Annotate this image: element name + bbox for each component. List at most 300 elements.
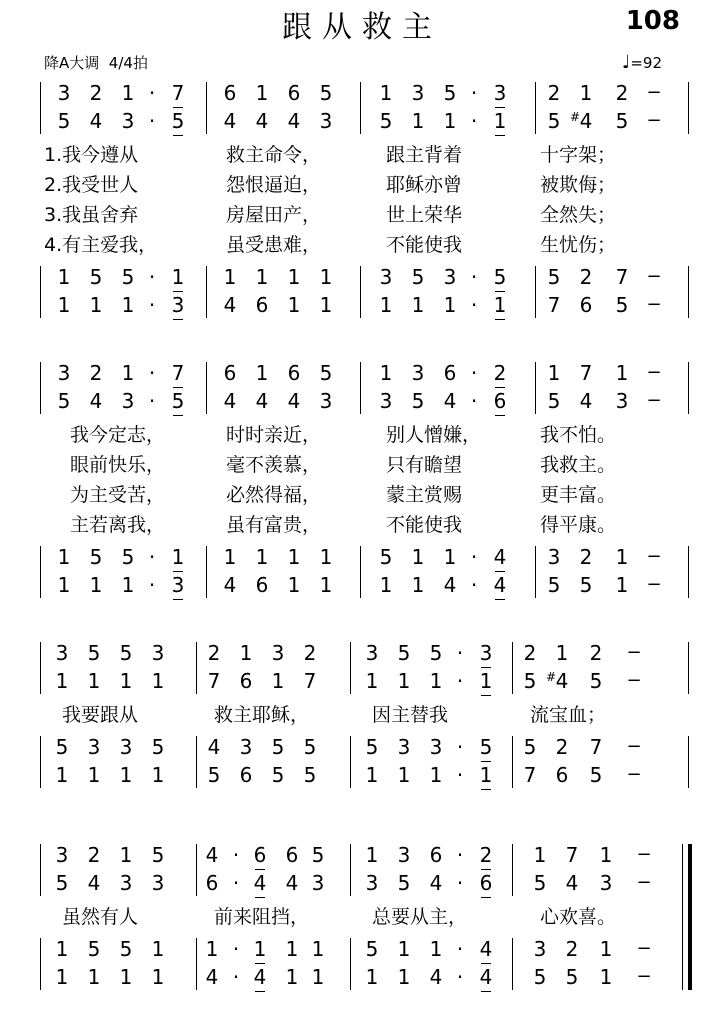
- note: 1: [411, 573, 425, 597]
- note: 3: [397, 843, 411, 867]
- note: 5: [379, 109, 393, 133]
- note: 1: [223, 265, 237, 289]
- note: 1: [223, 545, 237, 569]
- note: 1: [57, 545, 71, 569]
- note: 2: [488, 362, 512, 384]
- underline-eighth: [481, 991, 491, 993]
- note: 1: [121, 293, 135, 317]
- note: 6: [488, 390, 512, 412]
- extension-dash: −: [636, 872, 652, 893]
- note: 7: [166, 362, 190, 384]
- note: 5: [397, 641, 411, 665]
- note: 3: [411, 81, 425, 105]
- note: 4: [287, 109, 301, 133]
- lyric-phrase: 被欺侮；: [540, 174, 617, 196]
- note: 7: [589, 735, 603, 759]
- note: 4: [87, 871, 101, 895]
- note: 4: [223, 109, 237, 133]
- lyric-phrase: 全然失；: [540, 204, 617, 226]
- note: 1: [57, 573, 71, 597]
- dot-symbol: ·: [232, 871, 240, 895]
- note: 1: [397, 965, 411, 989]
- note: 3: [365, 641, 379, 665]
- note: 3: [311, 871, 325, 895]
- lyric-phrase: 心欢喜。: [540, 906, 617, 928]
- note: 3: [57, 81, 71, 105]
- note: 4: [565, 871, 579, 895]
- note: 6: [205, 871, 219, 895]
- extension-dash: −: [646, 110, 662, 131]
- upper-voice-1: [0, 360, 724, 388]
- note: 5: [589, 669, 603, 693]
- lyric-phrase: 更丰富。: [540, 484, 617, 506]
- lyric-phrase: 只有瞻望: [386, 454, 463, 476]
- note: 5: [533, 871, 547, 895]
- system-2: [0, 360, 724, 610]
- note: 3: [271, 641, 285, 665]
- note: 1: [121, 361, 135, 385]
- lyric-phrase: 十字架；: [540, 144, 617, 166]
- dot-symbol: ·: [232, 965, 240, 989]
- dot-symbol: ·: [148, 361, 156, 385]
- note: 1: [599, 843, 613, 867]
- note: 3: [599, 871, 613, 895]
- note: 3: [429, 735, 443, 759]
- note: 5: [589, 763, 603, 787]
- note: 2: [565, 937, 579, 961]
- note: 2: [555, 735, 569, 759]
- note: 1: [57, 293, 71, 317]
- note: 4 #: [574, 110, 598, 132]
- note: 4: [443, 389, 457, 413]
- extension-dash: −: [646, 266, 662, 287]
- dot-symbol: ·: [456, 871, 464, 895]
- note: 1: [379, 573, 393, 597]
- note: 1: [555, 641, 569, 665]
- note: 7: [207, 669, 221, 693]
- extension-dash: −: [646, 362, 662, 383]
- lyric-phrase: 4.有主爱我，: [44, 234, 158, 256]
- note: 5: [55, 735, 69, 759]
- lyric-phrase: 主若离我，: [70, 514, 166, 536]
- note: 5: [151, 843, 165, 867]
- note: 5: [547, 389, 561, 413]
- note: 2: [523, 641, 537, 665]
- dot-symbol: ·: [148, 293, 156, 317]
- upper-voice-1: [0, 640, 724, 668]
- extension-dash: −: [626, 736, 642, 757]
- note: 3: [166, 574, 190, 596]
- note: 1: [615, 361, 629, 385]
- dot-symbol: ·: [456, 965, 464, 989]
- dot-symbol: ·: [456, 735, 464, 759]
- sharp-sign: #: [570, 110, 581, 124]
- note: 1: [255, 265, 269, 289]
- dot-symbol: ·: [148, 573, 156, 597]
- note: 4: [429, 965, 443, 989]
- tempo-marking: [622, 52, 662, 73]
- note: 3: [397, 735, 411, 759]
- note: 5: [443, 81, 457, 105]
- dot-symbol: ·: [148, 545, 156, 569]
- system-1: [0, 80, 724, 325]
- note: 1: [474, 764, 498, 786]
- note: 3: [166, 294, 190, 316]
- note: 7: [303, 669, 317, 693]
- note: 1: [397, 669, 411, 693]
- dot-symbol: ·: [470, 361, 478, 385]
- system-3: [0, 640, 724, 810]
- system-4: [0, 842, 724, 1018]
- dot-symbol: ·: [232, 937, 240, 961]
- note: 5: [271, 763, 285, 787]
- note: 7: [523, 763, 537, 787]
- note: 2: [579, 265, 593, 289]
- note: 4: [248, 872, 272, 894]
- note: 6: [255, 573, 269, 597]
- note: 1: [319, 545, 333, 569]
- note: 6: [429, 843, 443, 867]
- note: 1: [55, 763, 69, 787]
- note: 5: [303, 735, 317, 759]
- underline-eighth: [495, 135, 505, 137]
- note: 1: [205, 937, 219, 961]
- note: 1: [365, 763, 379, 787]
- lyric-phrase: 别人憎嫌，: [386, 424, 482, 446]
- note: 2: [615, 81, 629, 105]
- note: 6: [223, 361, 237, 385]
- note: 1: [121, 81, 135, 105]
- note: 1: [319, 573, 333, 597]
- lyric-phrase: 时时亲近，: [226, 424, 322, 446]
- note: 5: [121, 545, 135, 569]
- note: 5: [547, 573, 561, 597]
- dot-symbol: ·: [470, 573, 478, 597]
- lower-voice-1: [0, 264, 724, 292]
- dot-symbol: ·: [470, 545, 478, 569]
- upper-voice-2: [0, 388, 724, 416]
- note: 1: [287, 265, 301, 289]
- note: 1: [55, 669, 69, 693]
- note: 5: [533, 965, 547, 989]
- note: 3: [443, 265, 457, 289]
- lyric-phrase: 为主受苦，: [70, 484, 166, 506]
- note: 4: [223, 293, 237, 317]
- extension-dash: −: [646, 82, 662, 103]
- note: 1: [248, 938, 272, 960]
- lyric-phrase: 虽受患难，: [226, 234, 322, 256]
- lyric-phrase: 毫不羡慕，: [226, 454, 322, 476]
- note: 1: [429, 669, 443, 693]
- note: 4: [285, 871, 299, 895]
- lyric-phrase: 耶稣亦曾: [386, 174, 463, 196]
- note: 5: [303, 763, 317, 787]
- lyric-phrase: 跟主背着: [386, 144, 463, 166]
- sharp-sign: #: [546, 670, 557, 684]
- note: 5: [474, 736, 498, 758]
- note: 6: [287, 361, 301, 385]
- note: 2: [474, 844, 498, 866]
- extension-dash: −: [646, 294, 662, 315]
- underline-eighth: [495, 599, 505, 601]
- note: 4: [579, 389, 593, 413]
- upper-voice-1: [0, 80, 724, 108]
- note: 1: [533, 843, 547, 867]
- note: 1: [287, 293, 301, 317]
- note: 3: [365, 871, 379, 895]
- note: 5: [411, 389, 425, 413]
- hymn-number: 108: [625, 6, 680, 36]
- note: 5: [319, 361, 333, 385]
- lyric-phrase: 1.我今遵从: [44, 144, 139, 166]
- note: 1: [365, 965, 379, 989]
- note: 3: [121, 389, 135, 413]
- lyric-phrase: 蒙主赏赐: [386, 484, 463, 506]
- note: 5: [207, 763, 221, 787]
- note: 4: [488, 574, 512, 596]
- note: 3: [319, 109, 333, 133]
- lyric-phrase: 得平康。: [540, 514, 617, 536]
- note: 1: [119, 669, 133, 693]
- underline-eighth: [481, 695, 491, 697]
- note: 1: [488, 294, 512, 316]
- note: 1: [89, 293, 103, 317]
- note: 1: [365, 843, 379, 867]
- note: 5: [379, 545, 393, 569]
- dot-symbol: ·: [232, 843, 240, 867]
- note: 3: [319, 389, 333, 413]
- note: 1: [151, 763, 165, 787]
- note: 5: [615, 109, 629, 133]
- key-signature-info: 降A大调 4/4拍: [44, 54, 148, 72]
- note: 5: [119, 937, 133, 961]
- underline-eighth: [481, 789, 491, 791]
- note: 5: [57, 109, 71, 133]
- note: 5: [55, 871, 69, 895]
- lyric-phrase: 虽然有人: [62, 906, 139, 928]
- note: 4: [429, 871, 443, 895]
- note: 4: [89, 389, 103, 413]
- lyric-phrase: 不能使我: [386, 514, 463, 536]
- note: 1: [287, 573, 301, 597]
- lyric-phrase: 不能使我: [386, 234, 463, 256]
- note: 4: [474, 966, 498, 988]
- note: 5: [547, 109, 561, 133]
- note: 1: [255, 361, 269, 385]
- note: 7: [579, 361, 593, 385]
- note: 5: [119, 641, 133, 665]
- note: 1: [411, 109, 425, 133]
- note: 1: [87, 669, 101, 693]
- note: 5: [565, 965, 579, 989]
- note: 1: [311, 965, 325, 989]
- note: 6: [579, 293, 593, 317]
- note: 1: [255, 81, 269, 105]
- note: 5: [57, 389, 71, 413]
- note: 4: [89, 109, 103, 133]
- extension-dash: −: [626, 642, 642, 663]
- note: 1: [379, 361, 393, 385]
- note: 3: [379, 265, 393, 289]
- underline-eighth: [173, 415, 183, 417]
- note: 1: [119, 965, 133, 989]
- note: 1: [319, 293, 333, 317]
- note: 3: [121, 109, 135, 133]
- note: 5: [311, 843, 325, 867]
- note: 5: [523, 669, 537, 693]
- note: 4: [207, 735, 221, 759]
- note: 1: [443, 293, 457, 317]
- note: 1: [119, 763, 133, 787]
- dot-symbol: ·: [470, 81, 478, 105]
- lower-voice-2: [0, 292, 724, 320]
- note: 5: [547, 265, 561, 289]
- note: 1: [411, 545, 425, 569]
- extension-dash: −: [626, 764, 642, 785]
- note: 4: [205, 843, 219, 867]
- note: 1: [579, 81, 593, 105]
- lower-voice-1: [0, 936, 724, 964]
- note: 1: [319, 265, 333, 289]
- note: 1: [615, 573, 629, 597]
- note: 3: [615, 389, 629, 413]
- note: 2: [87, 843, 101, 867]
- note: 1: [119, 843, 133, 867]
- note: 6: [239, 669, 253, 693]
- note: 4: [248, 966, 272, 988]
- underline-eighth: [173, 599, 183, 601]
- note: 4: [255, 389, 269, 413]
- underline-eighth: [481, 897, 491, 899]
- note: 2: [579, 545, 593, 569]
- note: 2: [89, 361, 103, 385]
- note: 1: [255, 545, 269, 569]
- lower-voice-1: [0, 544, 724, 572]
- lyric-phrase: 眼前快乐，: [70, 454, 166, 476]
- dot-symbol: ·: [470, 293, 478, 317]
- underline-eighth: [495, 415, 505, 417]
- lyric-phrase: 房屋田产，: [226, 204, 322, 226]
- note: 6: [248, 844, 272, 866]
- lyric-phrase: 前来阻挡，: [214, 906, 310, 928]
- note: 1: [121, 573, 135, 597]
- note: 1: [87, 763, 101, 787]
- note: 1: [474, 670, 498, 692]
- note: 1: [55, 937, 69, 961]
- dot-symbol: ·: [470, 109, 478, 133]
- note: 5: [411, 265, 425, 289]
- note: 3: [55, 843, 69, 867]
- note: 4 #: [550, 670, 574, 692]
- note: 3: [239, 735, 253, 759]
- note: 3: [488, 82, 512, 104]
- note: 1: [151, 937, 165, 961]
- lyric-phrase: 生忧伤；: [540, 234, 617, 256]
- note: 6: [285, 843, 299, 867]
- quarter-note-icon: ♩: [621, 52, 631, 73]
- note: 3: [411, 361, 425, 385]
- note: 5: [365, 735, 379, 759]
- note: 5: [523, 735, 537, 759]
- lyric-phrase: 我不怕。: [540, 424, 617, 446]
- lower-voice-2: [0, 762, 724, 790]
- note: 1: [488, 110, 512, 132]
- upper-voice-2: [0, 668, 724, 696]
- note: 1: [87, 965, 101, 989]
- lower-voice-2: [0, 572, 724, 600]
- note: 5: [87, 641, 101, 665]
- note: 1: [379, 293, 393, 317]
- note: 2: [89, 81, 103, 105]
- extension-dash: −: [646, 546, 662, 567]
- dot-symbol: ·: [456, 843, 464, 867]
- extension-dash: −: [626, 670, 642, 691]
- dot-symbol: ·: [470, 389, 478, 413]
- note: 3: [474, 642, 498, 664]
- note: 5: [397, 871, 411, 895]
- note: 3: [87, 735, 101, 759]
- lyric-phrase: 因主替我: [372, 704, 449, 726]
- lyric-phrase: 总要从主，: [372, 906, 468, 928]
- note: 5: [429, 641, 443, 665]
- note: 1: [287, 545, 301, 569]
- note: 5: [488, 266, 512, 288]
- dot-symbol: ·: [456, 763, 464, 787]
- note: 5: [121, 265, 135, 289]
- note: 4: [474, 938, 498, 960]
- note: 1: [285, 965, 299, 989]
- note: 3: [379, 389, 393, 413]
- note: 5: [89, 545, 103, 569]
- upper-voice-2: [0, 870, 724, 898]
- note: 7: [615, 265, 629, 289]
- lyric-phrase: 我救主。: [540, 454, 617, 476]
- note: 4: [223, 389, 237, 413]
- note: 1: [271, 669, 285, 693]
- note: 1: [599, 965, 613, 989]
- lyric-phrase: 流宝血；: [530, 704, 607, 726]
- note: 1: [397, 763, 411, 787]
- lyric-phrase: 3.我虽舍弃: [44, 204, 139, 226]
- lyric-phrase: 我要跟从: [62, 704, 139, 726]
- note: 5: [579, 573, 593, 597]
- note: 5: [166, 390, 190, 412]
- note: 3: [119, 871, 133, 895]
- lower-voice-2: [0, 964, 724, 992]
- upper-voice-2: [0, 108, 724, 136]
- note: 1: [411, 293, 425, 317]
- note: 3: [55, 641, 69, 665]
- extension-dash: −: [636, 844, 652, 865]
- upper-voice-1: [0, 842, 724, 870]
- dot-symbol: ·: [456, 937, 464, 961]
- note: 4: [255, 109, 269, 133]
- note: 3: [547, 545, 561, 569]
- note: 4: [443, 573, 457, 597]
- note: 3: [57, 361, 71, 385]
- note: 1: [57, 265, 71, 289]
- note: 5: [319, 81, 333, 105]
- note: 1: [379, 81, 393, 105]
- lyric-phrase: 虽有富贵，: [226, 514, 322, 536]
- dot-symbol: ·: [148, 265, 156, 289]
- dot-symbol: ·: [148, 109, 156, 133]
- lyric-phrase: 必然得福，: [226, 484, 322, 506]
- note: 1: [151, 669, 165, 693]
- lower-voice-1: [0, 734, 724, 762]
- hymn-title: 跟从救主: [282, 10, 442, 45]
- note: 5: [151, 735, 165, 759]
